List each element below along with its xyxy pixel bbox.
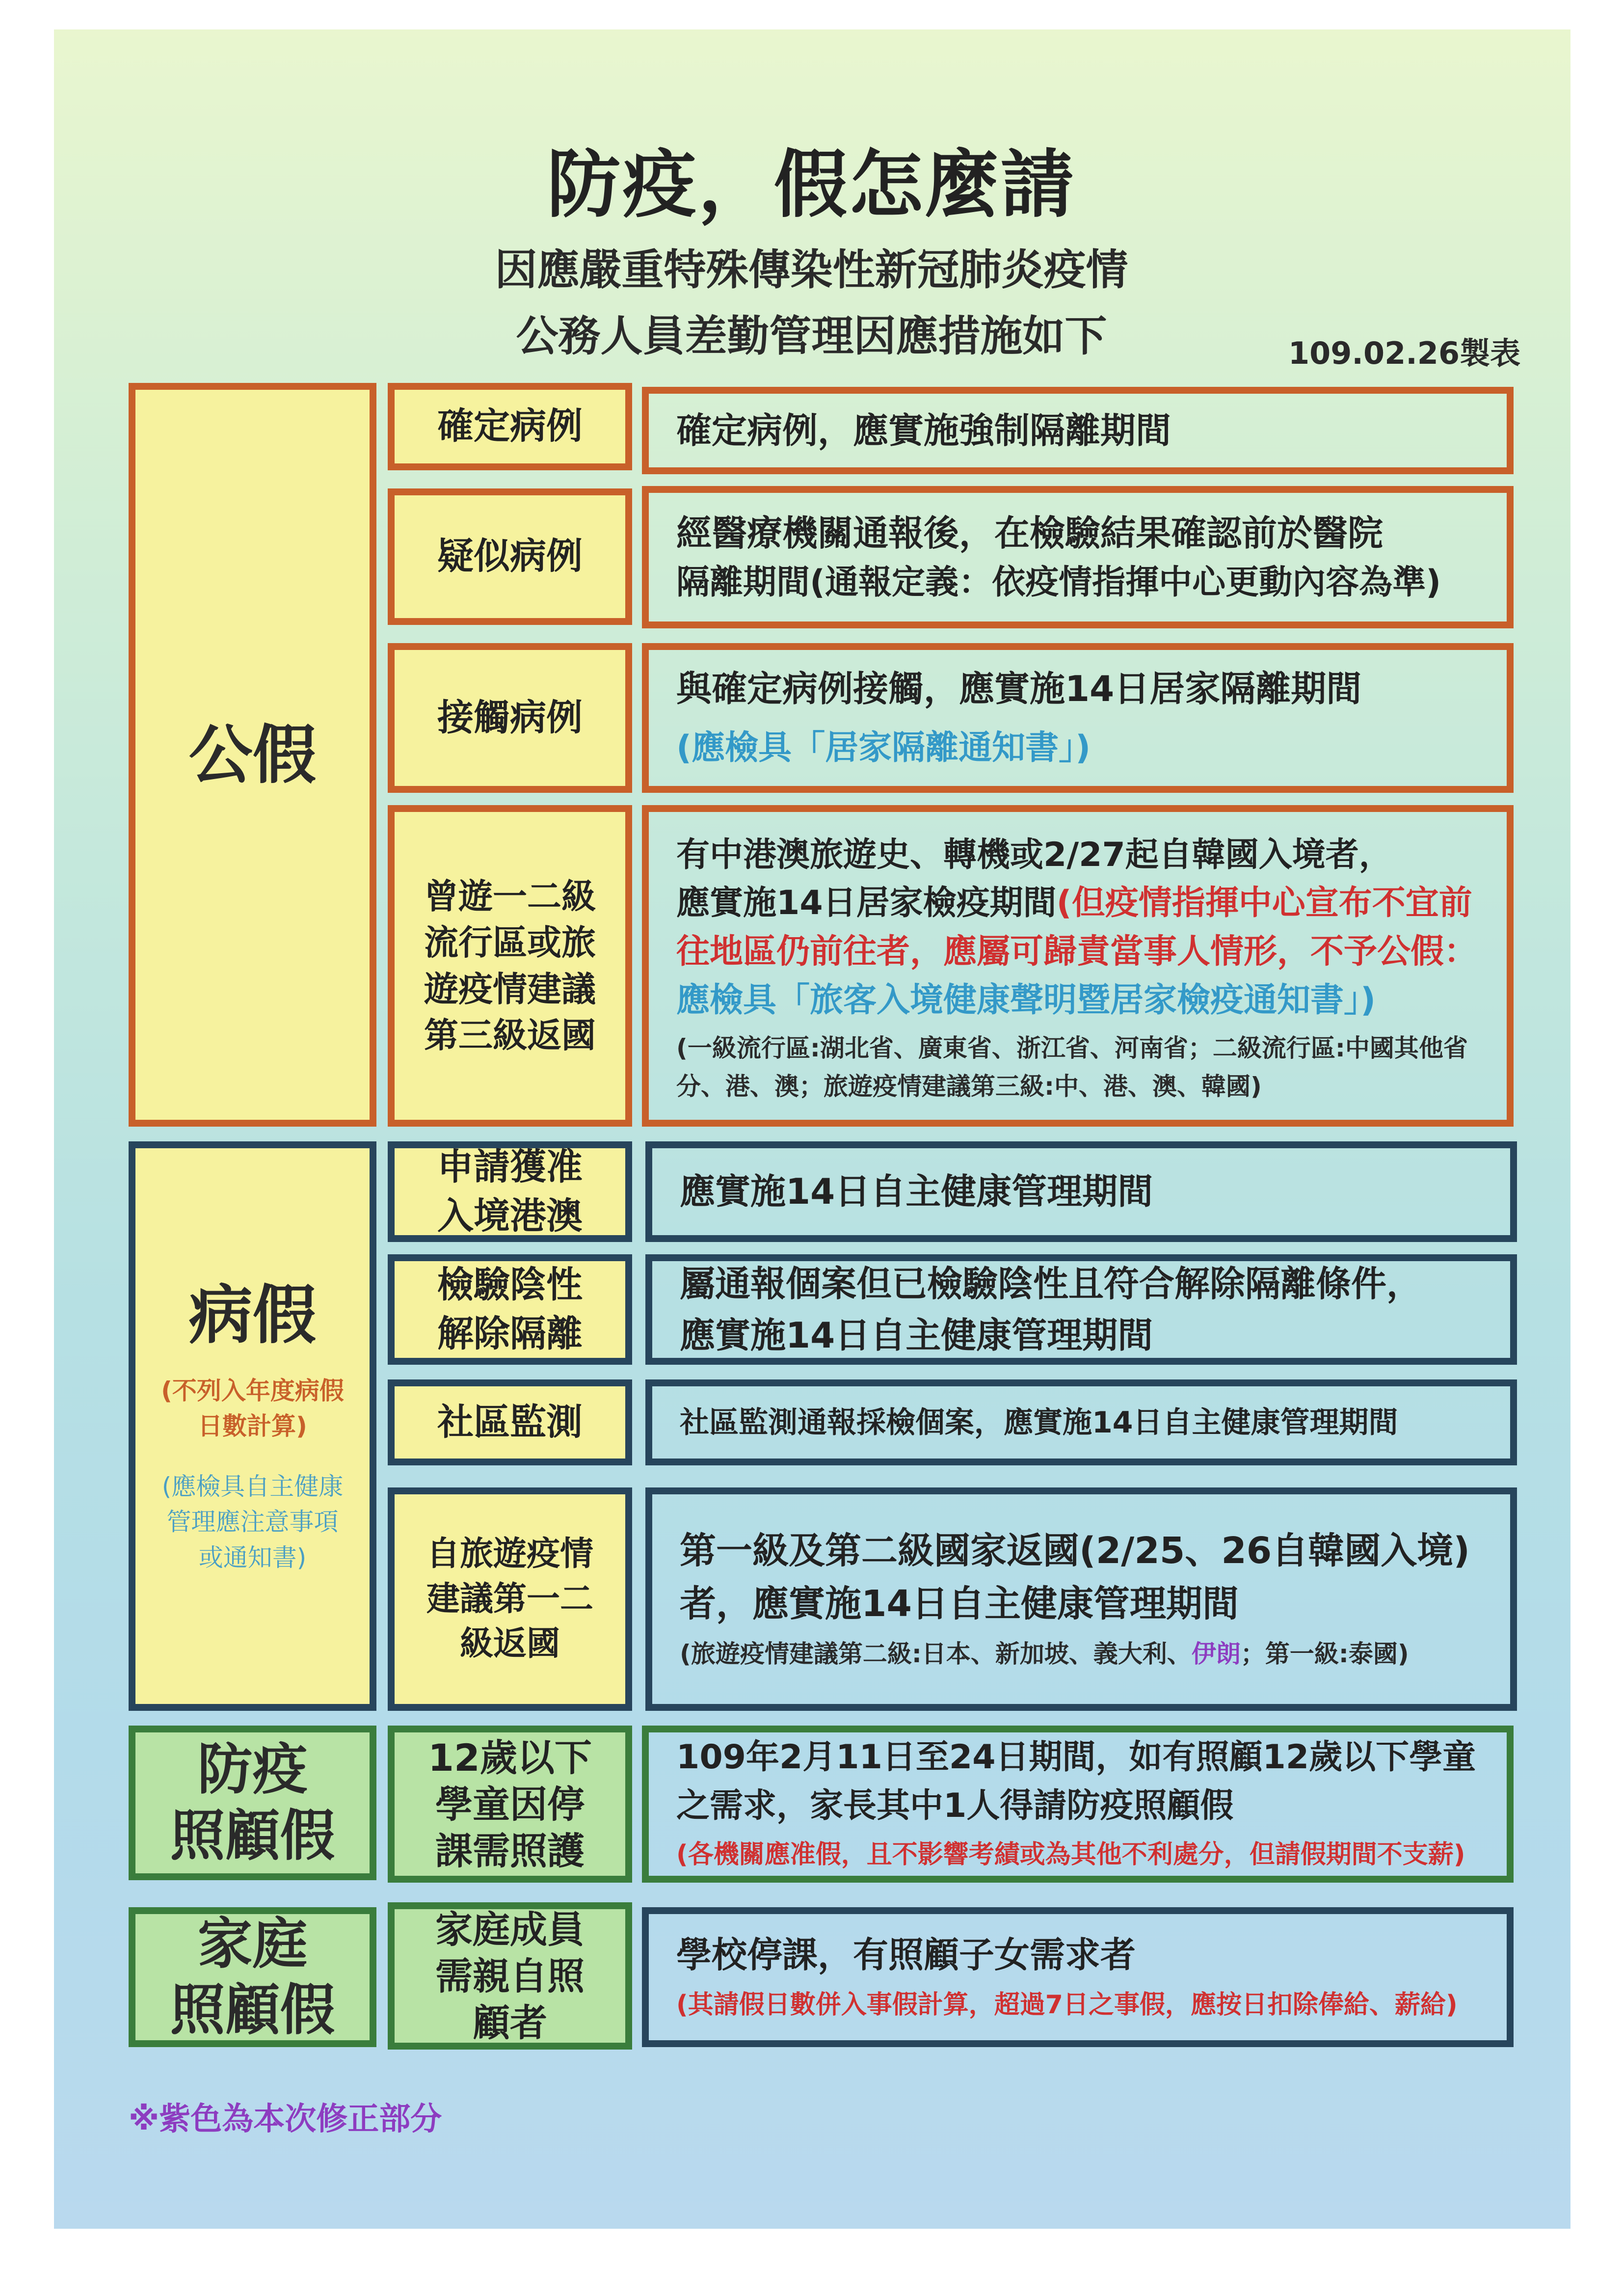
family-leave-desc: 學校停課，有照顧子女需求者 (其請假日數併入事假計算，超過7日之事假，應按日扣除俸給、薪給) xyxy=(642,1907,1514,2047)
row-travel-label: 曾遊一二級 流行區或旅 遊疫情建議 第三級返國 xyxy=(388,805,632,1127)
row-contact-label: 接觸病例 xyxy=(388,643,632,793)
subtitle-line-1: 因應嚴重特殊傳染性新冠肺炎疫情 xyxy=(495,245,1128,295)
family-leave-category: 家庭 照顧假 xyxy=(129,1907,376,2047)
row-hk-macau-label: 申請獲准 入境港澳 xyxy=(388,1141,632,1242)
sick-leave-category xyxy=(129,1141,376,1711)
row-community-desc: 社區監測通報採檢個案，應實施14日自主健康管理期間 xyxy=(645,1379,1517,1465)
row-suspected-label: 疑似病例 xyxy=(388,488,632,625)
row-hk-macau-desc: 應實施14日自主健康管理期間 xyxy=(645,1141,1517,1242)
official-leave-label: 公假 xyxy=(188,717,317,792)
care-leave-desc: 109年2月11日至24日期間，如有照顧12歲以下學童之需求，家長其中1人得請防疫照顧假 (各機關應准假，且不影響考績或為其他不利處分，但請假期間不支薪) xyxy=(642,1726,1514,1883)
care-leave-category: 防疫 照顧假 xyxy=(129,1726,376,1880)
row-confirmed-label: 確定病例 xyxy=(388,383,632,470)
row-level12-desc: 第一級及第二級國家返國(2/25、26自韓國入境)者，應實施14日自主健康管理期間 (旅遊疫情建議第二級:日本、新加坡、義大利、伊朗；第一級:泰國) xyxy=(645,1487,1517,1711)
family-leave-row-label: 家庭成員 需親自照 顧者 xyxy=(388,1902,632,2050)
page-title: 防疫，假怎麼請 xyxy=(547,142,1076,228)
row-suspected-desc: 經醫療機關通報後，在檢驗結果確認前於醫院 隔離期間(通報定義：依疫情指揮中心更動內容為準) xyxy=(642,486,1514,628)
row-contact-desc: 與確定病例接觸，應實施14日居家隔離期間 (應檢具「居家隔離通知書」) xyxy=(642,643,1514,793)
date-stamp: 109.02.26製表 xyxy=(1288,335,1521,371)
row-level12-label: 自旅遊疫情 建議第一二 級返國 xyxy=(388,1487,632,1711)
subtitle-line-2: 公務人員差勤管理因應措施如下 xyxy=(516,312,1107,361)
sick-leave-note-1: (不列入年度病假日數計算) xyxy=(161,1376,344,1441)
row-confirmed-desc: 確定病例，應實施強制隔離期間 xyxy=(642,387,1514,474)
row-negative-desc: 屬通報個案但已檢驗陰性且符合解除隔離條件， 應實施14日自主健康管理期間 xyxy=(645,1254,1517,1365)
revision-note: ※紫色為本次修正部分 xyxy=(129,2101,442,2137)
care-leave-row-label: 12歲以下 學童因停 課需照護 xyxy=(388,1726,632,1883)
row-community-label: 社區監測 xyxy=(388,1379,632,1465)
row-travel-desc: 有中港澳旅遊史、轉機或2/27起自韓國入境者， 應實施14日居家檢疫期間(但疫情指揮中心宣布不宜前往地區仍前往者，應屬可歸責當事人情形，不予公假：應檢具「旅客入境健康聲明暨居家檢疫通知書」) (一級流行區:湖北省、廣東省、浙江省、河南省；二級流行區:中國其他省分、港、澳；旅遊疫情建議第三級:中、港、澳、韓國) xyxy=(642,805,1514,1127)
sick-leave-note-2: (應檢具自主健康管理應注意事項或通知書) xyxy=(161,1472,344,1572)
row-negative-label: 檢驗陰性 解除隔離 xyxy=(388,1254,632,1365)
official-leave-category xyxy=(129,383,376,1127)
sick-leave-label: 病假 xyxy=(188,1277,317,1352)
